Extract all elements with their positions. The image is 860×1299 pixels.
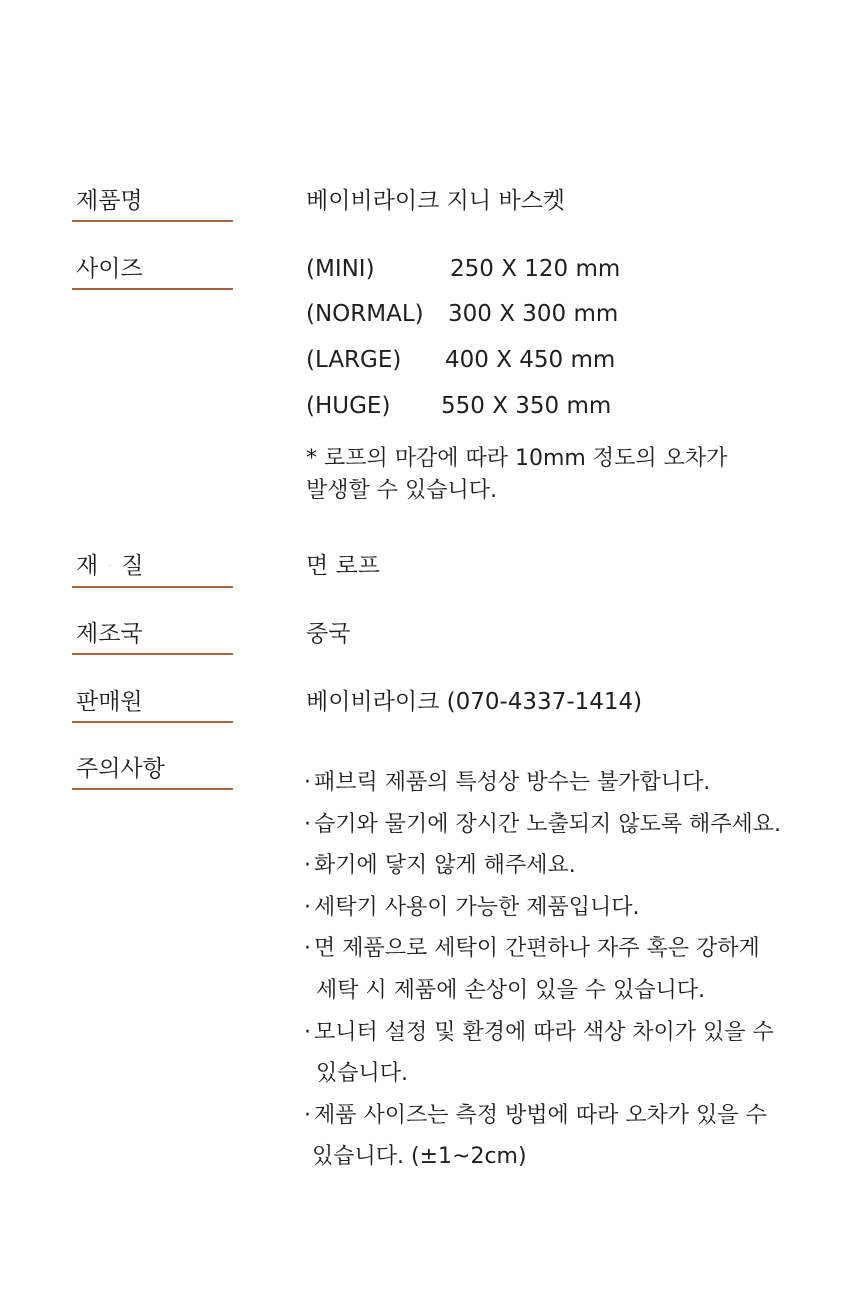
material-label-separator: · xyxy=(108,560,112,572)
bullet: · xyxy=(304,1019,311,1045)
size-name: (NORMAL) xyxy=(306,301,424,327)
caution-text: 세탁 시 제품에 손상이 있을 수 있습니다. xyxy=(316,977,705,1003)
bullet: · xyxy=(304,770,311,795)
caution-text: 있습니다. xyxy=(316,1061,409,1087)
size-dimension: 300 X 300 mm xyxy=(448,301,619,327)
size-note xyxy=(306,443,727,507)
bullet: · xyxy=(304,1102,311,1128)
material-value: 면 로프 xyxy=(306,553,380,579)
size-name: (MINI) xyxy=(306,256,375,282)
size-label: 사이즈 xyxy=(72,254,233,290)
caution-text: 습기와 물기에 장시간 노출되지 않도록 해주세요. xyxy=(314,811,782,837)
size-dimension: 250 X 120 mm xyxy=(450,256,621,282)
bullet: · xyxy=(304,811,311,837)
caution-text: 제품 사이즈는 측정 방법에 따라 오차가 있을 수 xyxy=(314,1102,767,1128)
origin-label: 제조국 xyxy=(72,619,233,655)
caution-label: 주의사항 xyxy=(72,754,233,790)
caution-item xyxy=(304,887,781,929)
material-label-part1: 재 xyxy=(76,553,99,579)
seller-label: 판매원 xyxy=(72,687,233,723)
seller-value: 베이비라이크 (070-4337-1414) xyxy=(306,689,643,715)
caution-item-continued xyxy=(304,970,781,1012)
caution-text: 패브릭 제품의 특성상 방수는 불가합니다. xyxy=(314,770,711,795)
product-name-label: 제품명 xyxy=(72,186,233,222)
product-name-value: 베이비라이크 지니 바스켓 xyxy=(306,188,566,214)
caution-item xyxy=(304,762,781,804)
caution-text: 세탁기 사용이 가능한 제품입니다. xyxy=(314,894,640,920)
caution-text: 화기에 닿지 않게 해주세요. xyxy=(314,853,576,879)
material-label-part2: 질 xyxy=(121,553,144,579)
caution-item xyxy=(304,928,781,970)
caution-item xyxy=(304,1012,781,1054)
bullet: · xyxy=(304,894,311,920)
bullet: · xyxy=(304,936,311,962)
caution-item xyxy=(304,1095,781,1137)
caution-item-continued xyxy=(304,1053,781,1095)
material-label xyxy=(72,551,233,588)
size-dimension: 550 X 350 mm xyxy=(441,393,612,419)
size-note-line: 발생할 수 있습니다. xyxy=(306,478,497,503)
caution-item-continued xyxy=(304,1136,781,1178)
size-note-line: * 로프의 마감에 따라 10mm 정도의 오차가 xyxy=(306,446,728,471)
caution-item xyxy=(304,845,781,887)
caution-list xyxy=(304,762,781,1178)
origin-value: 중국 xyxy=(306,621,351,647)
caution-text: 있습니다. (±1~2cm) xyxy=(312,1144,527,1170)
size-name: (LARGE) xyxy=(306,347,402,373)
caution-item xyxy=(304,804,781,846)
size-dimension: 400 X 450 mm xyxy=(445,347,616,373)
bullet: · xyxy=(304,853,311,879)
size-name: (HUGE) xyxy=(306,393,391,419)
caution-text: 모니터 설정 및 환경에 따라 색상 차이가 있을 수 xyxy=(314,1019,774,1045)
caution-text: 면 제품으로 세탁이 간편하나 자주 혹은 강하게 xyxy=(314,936,760,962)
